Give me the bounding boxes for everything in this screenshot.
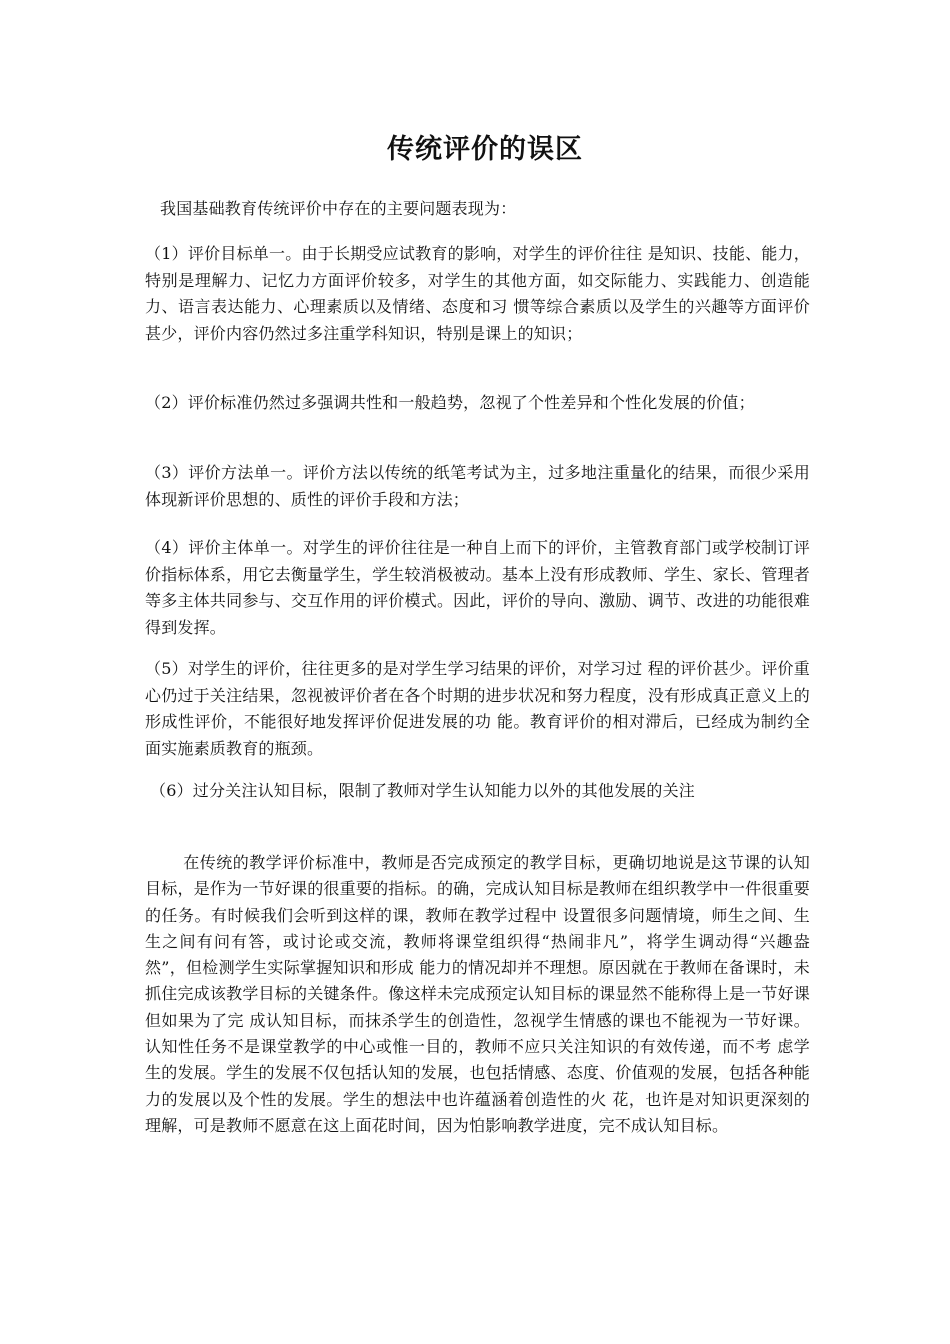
list-item-3: （3）评价方法单一。评价方法以传统的纸笔考试为主，过多地注重量化的结果，而很少采用体现新评价思想的、质性的评价手段和方法；: [145, 463, 810, 509]
list-item-1: （1）评价目标单一。由于长期受应试教育的影响，对学生的评价往往 是知识、技能、能力，特别是理解力、记忆力方面评价较多，对学生的其他方面，如交际能力、实践能力、创造能力、语言表达能力、心理素质以及情绪、态度和习 惯等综合素质以及学生的兴趣等方面评价甚少，评价内容仍然过多注重学科知识，特别是课上的知识；: [145, 244, 810, 343]
list-item-2: （2）评价标准仍然过多强调共性和一般趋势，忽视了个性差异和个性化发展的价值；: [145, 393, 755, 412]
document-title: 传统评价的误区: [387, 134, 583, 165]
body-text: 在传统的教学评价标准中，教师是否完成预定的教学目标，更确切地说是这节课的认知目标，是作为一节好课的很重要的指标。的确，完成认知目标是教师在组织教学中一件很重要的任务。有时候我们会听到这样的课，教师在教学过程中 设置很多问题情境，师生之间、生生之间有问有答，或讨论或交流，教师将课堂组织得“热闹非凡”，将学生调动得“兴趣盎然”，但检测学生实际掌握知识和形成 能力的情况却并不理想。原因就在于教师在备课时，未抓住完成该教学目标的关键条件。像这样未完成预定认知目标的课显然不能称得上是一节好课但如果为了完 成认知目标，而抹杀学生的创造性，忽视学生情感的课也不能视为一节好课。认知性任务不是课堂教学的中心或惟一目的，教师不应只关注知识的有效传递，而不考 虑学生的发展。学生的发展不仅包括认知的发展，也包括情感、态度、价值观的发展，包括各种能力的发展以及个性的发展。学生的想法中也许蕴涵着创造性的火 花，也许是对知识更深刻的理解，可是教师不愿意在这上面花时间，因为怕影响教学进度，完不成认知目标。: [145, 853, 810, 1135]
intro-paragraph: 我国基础教育传统评价中存在的主要问题表现为：: [160, 199, 517, 218]
body-paragraph: [145, 850, 810, 1139]
list-item-6: （6）过分关注认知目标，限制了教师对学生认知能力以外的其他发展的关注: [150, 781, 695, 800]
list-item-4: （4）评价主体单一。对学生的评价往往是一种自上而下的评价，主管教育部门或学校制订评价指标体系，用它去衡量学生，学生较消极被动。基本上没有形成教师、学生、家长、管理者等多主体共同参与、交互作用的评价模式。因此，评价的导向、激励、调节、改进的功能很难得到发挥。: [145, 538, 810, 637]
list-item-5: （5）对学生的评价，往往更多的是对学生学习结果的评价，对学习过 程的评价甚少。评价重心仍过于关注结果，忽视被评价者在各个时期的进步状况和努力程度，没有形成真正意义上的形成性评价，不能很好地发挥评价促进发展的功 能。教育评价的相对滞后，已经成为制约全面实施素质教育的瓶颈。: [145, 659, 810, 758]
